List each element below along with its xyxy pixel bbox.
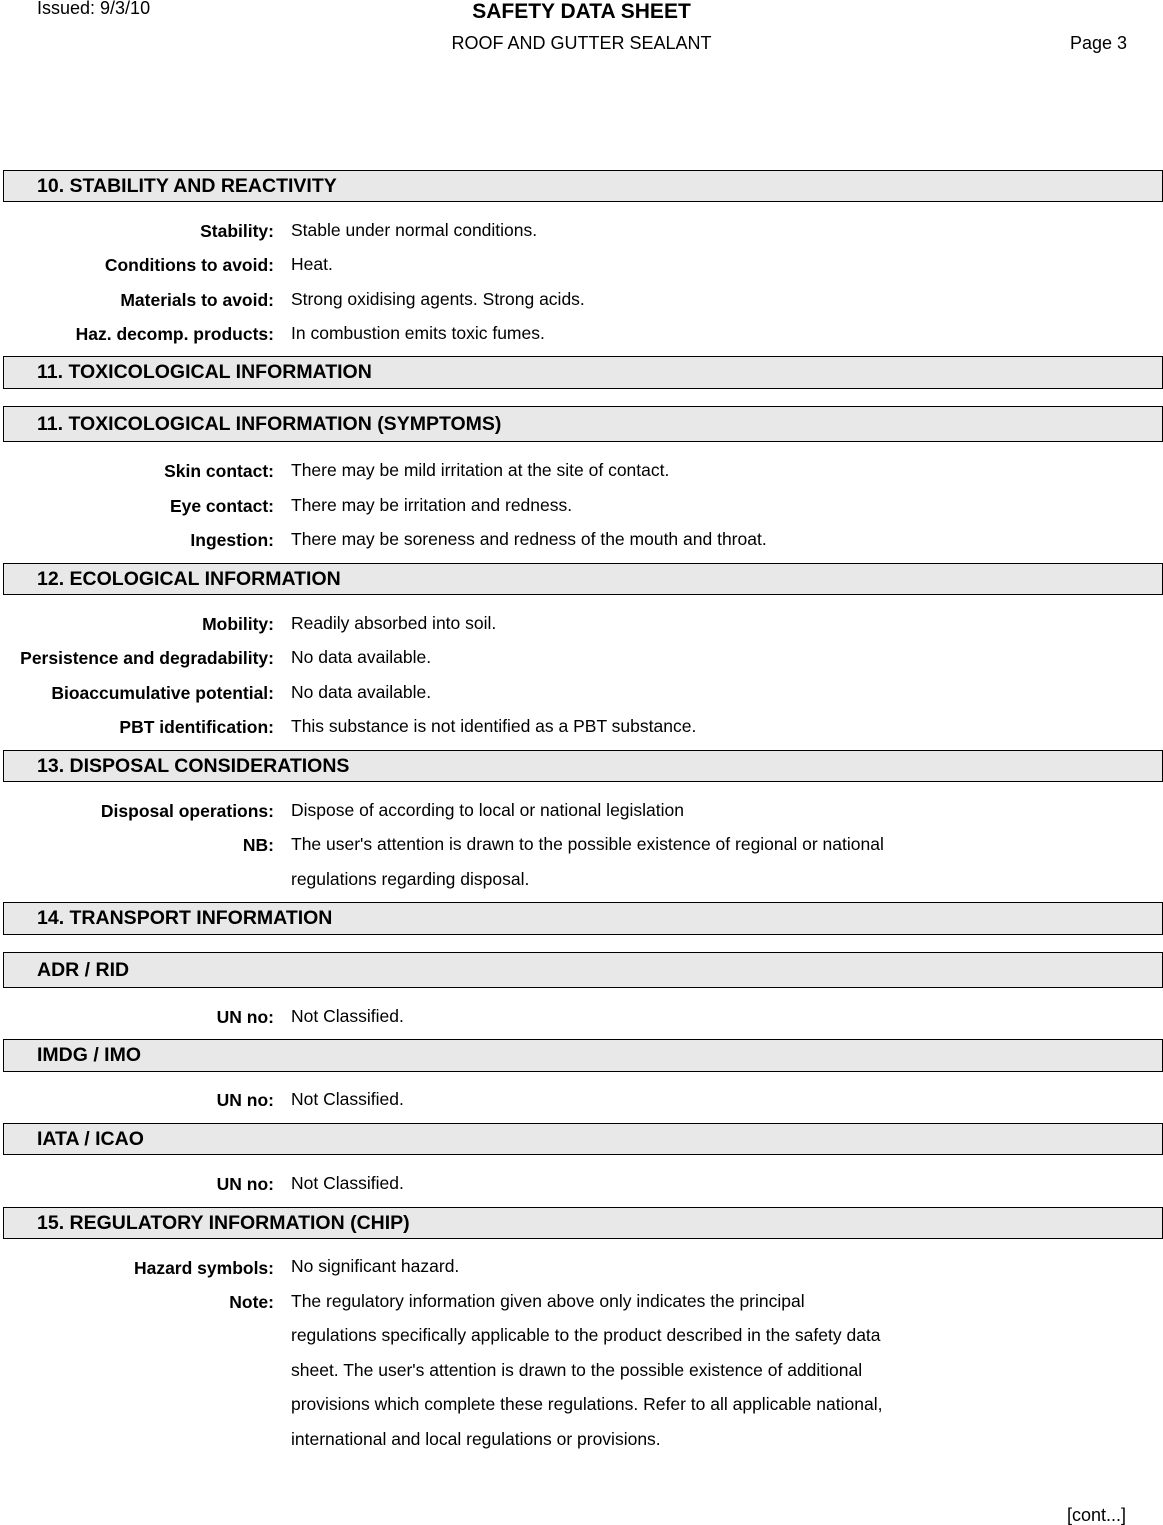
persistence-value: No data available. — [291, 647, 432, 667]
iata-un-no-label: UN no: — [216, 1174, 274, 1194]
page-number: Page 3 — [1070, 33, 1128, 53]
nb-line: The user's attention is drawn to the possible existence of regional or national — [291, 834, 884, 854]
document-title: SAFETY DATA SHEET — [472, 0, 691, 23]
eye-contact-label: Eye contact: — [169, 496, 274, 516]
pbt-identification-value: This substance is not identified as a PBT substance. — [291, 716, 697, 736]
disposal-operations-label: Disposal operations: — [100, 801, 274, 821]
issued-date: Issued: 9/3/10 — [37, 0, 151, 18]
section-title: ADR / RID — [37, 958, 130, 981]
section-title: 12. ECOLOGICAL INFORMATION — [37, 567, 341, 590]
section-title: 11. TOXICOLOGICAL INFORMATION (SYMPTOMS) — [37, 412, 502, 435]
pbt-identification-label: PBT identification: — [119, 717, 274, 737]
iata-un-no-value: Not Classified. — [291, 1173, 404, 1193]
product-name: ROOF AND GUTTER SEALANT — [451, 33, 712, 53]
iata-icao-header — [3, 1123, 1163, 1155]
persistence-label: Persistence and degradability: — [20, 648, 274, 668]
materials-to-avoid-label: Materials to avoid: — [120, 290, 274, 310]
section-12-header — [3, 563, 1163, 595]
bioaccumulative-value: No data available. — [291, 682, 432, 702]
section-title: 14. TRANSPORT INFORMATION — [37, 907, 333, 929]
eye-contact-value: There may be irritation and redness. — [291, 495, 573, 515]
section-title: IATA / ICAO — [37, 1127, 144, 1150]
nb-label: NB: — [242, 835, 274, 855]
adr-un-no-label: UN no: — [216, 1007, 274, 1027]
conditions-to-avoid-value: Heat. — [291, 254, 333, 274]
note-line: The regulatory information given above only indicates the principal — [291, 1291, 805, 1311]
mobility-value: Readily absorbed into soil. — [291, 613, 497, 633]
stability-label: Stability: — [200, 221, 274, 241]
section-title: 10. STABILITY AND REACTIVITY — [37, 174, 337, 197]
materials-to-avoid-value: Strong oxidising agents. Strong acids. — [291, 289, 585, 309]
note-line: regulations specifically applicable to the product described in the safety data — [291, 1325, 881, 1345]
adr-rid-header — [3, 952, 1163, 988]
imdg-un-no-value: Not Classified. — [291, 1089, 404, 1109]
ingestion-value: There may be soreness and redness of the mouth and throat. — [291, 529, 767, 549]
section-10-header — [3, 170, 1163, 202]
hazard-symbols-label: Hazard symbols: — [133, 1258, 274, 1278]
section-13-header — [3, 750, 1163, 782]
bioaccumulative-label: Bioaccumulative potential: — [51, 683, 274, 703]
section-11-symptoms-header — [3, 406, 1163, 442]
section-title: 11. TOXICOLOGICAL INFORMATION — [37, 361, 372, 383]
note-line: international and local regulations or provisions. — [291, 1429, 661, 1449]
note-line: sheet. The user's attention is drawn to the possible existence of additional — [291, 1360, 863, 1380]
adr-un-no-value: Not Classified. — [291, 1006, 404, 1026]
imdg-imo-header — [3, 1039, 1163, 1072]
haz-decomp-value: In combustion emits toxic fumes. — [291, 323, 545, 343]
haz-decomp-label: Haz. decomp. products: — [75, 324, 274, 344]
skin-contact-label: Skin contact: — [164, 461, 274, 481]
continued-marker: [cont...] — [1067, 1505, 1127, 1525]
section-11-header — [3, 356, 1163, 389]
ingestion-label: Ingestion: — [190, 530, 274, 550]
nb-line: regulations regarding disposal. — [291, 869, 530, 889]
stability-value: Stable under normal conditions. — [291, 220, 538, 240]
section-title: 13. DISPOSAL CONSIDERATIONS — [37, 754, 350, 777]
section-14-header — [3, 902, 1163, 935]
conditions-to-avoid-label: Conditions to avoid: — [104, 255, 274, 275]
hazard-symbols-value: No significant hazard. — [291, 1256, 460, 1276]
disposal-operations-value: Dispose of according to local or national legislation — [291, 800, 685, 820]
mobility-label: Mobility: — [202, 614, 274, 634]
note-line: provisions which complete these regulations. Refer to all applicable national, — [291, 1394, 883, 1414]
section-title: IMDG / IMO — [37, 1044, 141, 1066]
skin-contact-value: There may be mild irritation at the site of contact. — [291, 460, 670, 480]
section-title: 15. REGULATORY INFORMATION (CHIP) — [37, 1211, 410, 1234]
section-15-header — [3, 1207, 1163, 1239]
note-label: Note: — [229, 1292, 274, 1312]
imdg-un-no-label: UN no: — [216, 1090, 274, 1110]
